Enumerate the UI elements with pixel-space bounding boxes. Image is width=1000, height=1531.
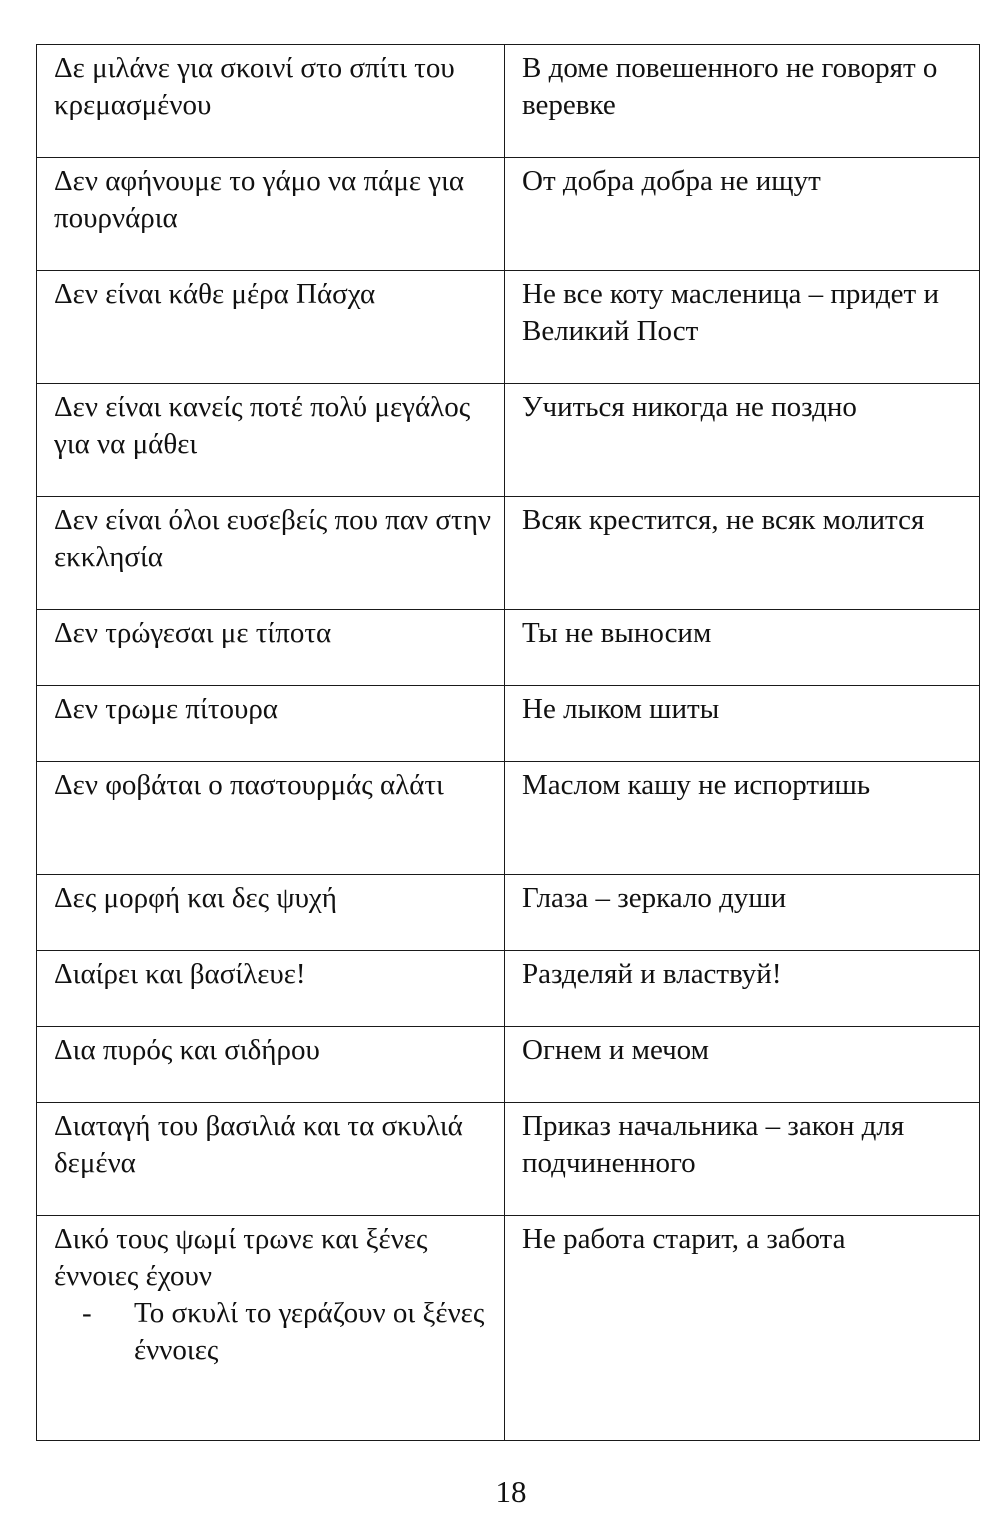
table-row [37, 686, 980, 762]
table-row [37, 271, 980, 384]
greek-proverb: Διαίρει και βασίλευε! [37, 951, 505, 1027]
greek-proverb: Δεν αφήνουμε το γάμο να πάμε για πουρνάρια [37, 158, 505, 271]
table-row [37, 384, 980, 497]
table-row [37, 497, 980, 610]
table-row [37, 951, 980, 1027]
table-row [37, 1027, 980, 1103]
proverb-table [36, 44, 980, 1441]
russian-equivalent: Огнем и мечом [505, 1027, 980, 1103]
table-row [37, 1216, 980, 1441]
russian-equivalent: От добра добра не ищут [505, 158, 980, 271]
greek-variant-text: Το σκυλί το γεράζουν οι ξένες έννοιες [134, 1297, 485, 1366]
greek-proverb: Δικό τους ψωμί τρωνε και ξένες έννοιες έχουν [54, 1223, 428, 1292]
russian-equivalent: Учиться никогда не поздно [505, 384, 980, 497]
table-row [37, 1103, 980, 1216]
russian-equivalent: Маслом кашу не испортишь [505, 762, 980, 875]
russian-equivalent: Глаза – зеркало души [505, 875, 980, 951]
table-row [37, 762, 980, 875]
table-row [37, 610, 980, 686]
russian-equivalent: Разделяй и властвуй! [505, 951, 980, 1027]
greek-proverb: Δεν είναι κάθε μέρα Πάσχα [37, 271, 505, 384]
russian-equivalent: Приказ начальника – закон для подчиненного [505, 1103, 980, 1216]
list-dash: - [82, 1297, 92, 1329]
greek-proverb: Δεν φοβάται ο παστουρμάς αλάτι [37, 762, 505, 875]
page-number: 18 [495, 1474, 527, 1509]
russian-equivalent: Не лыком шиты [505, 686, 980, 762]
russian-equivalent: Не работа старит, а забота [505, 1216, 980, 1441]
table-row [37, 158, 980, 271]
greek-proverb: Δεν είναι όλοι ευσεβείς που παν στην εκκλησία [37, 497, 505, 610]
table-row [37, 45, 980, 158]
greek-proverb: Δεν είναι κανείς ποτέ πολύ μεγάλος για να μάθει [37, 384, 505, 497]
greek-variant-item [54, 1295, 494, 1369]
greek-proverb: Δια πυρός και σιδήρου [37, 1027, 505, 1103]
greek-proverb: Διαταγή του βασιλιά και τα σκυλιά δεμένα [37, 1103, 505, 1216]
russian-equivalent: Ты не выносим [505, 610, 980, 686]
greek-proverb: Δεν τρωμε πίτουρα [37, 686, 505, 762]
greek-proverb-cell [37, 1216, 505, 1441]
russian-equivalent: Не все коту масленица – придет и Великий Пост [505, 271, 980, 384]
russian-equivalent: Всяк крестится, не всяк молится [505, 497, 980, 610]
greek-variant-list [54, 1295, 494, 1369]
table-row [37, 875, 980, 951]
greek-proverb: Δε μιλάνε για σκοινί στο σπίτι του κρεμασμένου [37, 45, 505, 158]
russian-equivalent: В доме повешенного не говорят о веревке [505, 45, 980, 158]
greek-proverb: Δες μορφή και δες ψυχή [37, 875, 505, 951]
greek-proverb: Δεν τρώγεσαι με τίποτα [37, 610, 505, 686]
